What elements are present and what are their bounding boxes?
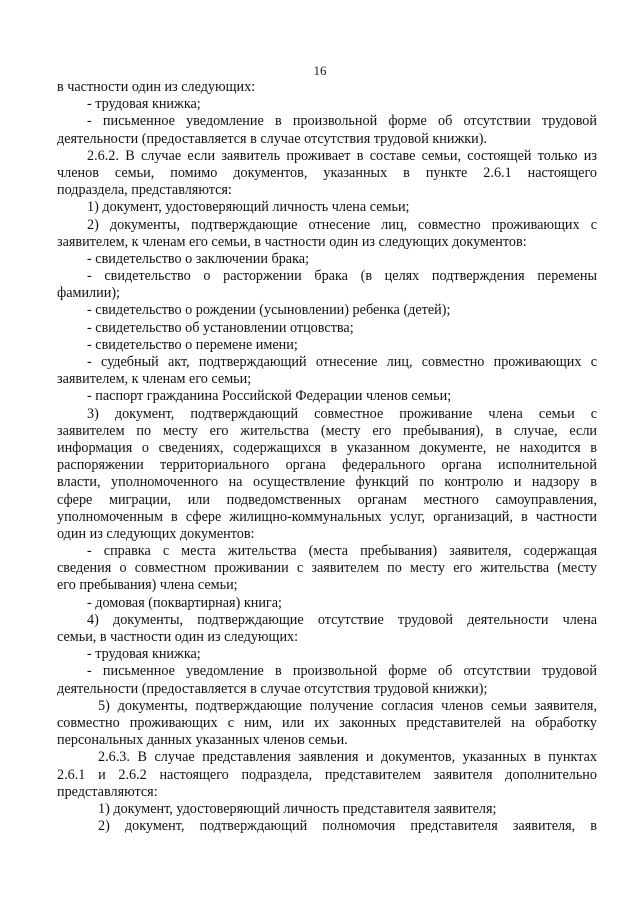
text-line: 2) документ, подтверждающий полномочия представителя заявителя, в bbox=[98, 818, 597, 835]
text-line: 2.6.3. В случае представления заявления и документов, указанных в пунктах bbox=[98, 749, 597, 766]
text-line: - судебный акт, подтверждающий отнесение лиц, совместно проживающих с bbox=[87, 354, 597, 370]
text-line: заявителем, к членам его семьи; bbox=[57, 371, 252, 388]
text-line: - трудовая книжка; bbox=[87, 96, 201, 113]
text-line: 3) документ, подтверждающий совместное проживание члена семьи с bbox=[87, 405, 597, 422]
text-line: членов семьи, помимо документов, указанных в пункте 2.6.1 настоящего bbox=[57, 164, 597, 181]
text-line: 2.6.1 и 2.6.2 настоящего подраздела, представителем заявителя дополнительно bbox=[57, 766, 597, 783]
text-line: фамилии); bbox=[57, 285, 120, 302]
document-body bbox=[57, 79, 597, 835]
text-line: - письменное уведомление в произвольной форме об отсутствии трудовой bbox=[87, 113, 597, 130]
text-line: семьи, в частности один из следующих: bbox=[57, 629, 299, 645]
text-line: - свидетельство о расторжении брака (в целях подтверждения перемены bbox=[87, 268, 597, 285]
text-line: информация о сведениях, содержащихся в указанном документе, не находится в bbox=[57, 439, 597, 456]
text-line: сфере миграции, или подведомственных органам местного самоуправления, bbox=[57, 491, 597, 508]
text-line: - письменное уведомление в произвольной форме об отсутствии трудовой bbox=[87, 663, 597, 680]
text-line: деятельности (предоставляется в случае отсутствия трудовой книжки). bbox=[57, 130, 488, 147]
text-line: - паспорт гражданина Российской Федерации членов семьи; bbox=[87, 388, 452, 405]
text-line: - справка с места жительства (места пребывания) заявителя, содержащая bbox=[87, 543, 597, 560]
text-line: представляются: bbox=[57, 783, 158, 800]
text-line: - свидетельство о заключении брака; bbox=[87, 250, 310, 267]
text-line: в частности один из следующих: bbox=[57, 79, 256, 95]
text-line: - свидетельство о перемене имени; bbox=[87, 336, 298, 353]
page-number: 16 bbox=[313, 63, 327, 78]
text-line: 2) документы, подтверждающие отнесение лиц, совместно проживающих с bbox=[87, 216, 597, 233]
text-line: распоряжении территориального органа федерального органа исполнительной bbox=[57, 457, 597, 474]
text-line: подраздела, представляются: bbox=[57, 182, 232, 199]
text-line: 5) документы, подтверждающие получение согласия членов семьи заявителя, bbox=[98, 697, 597, 714]
text-line: заявителем по месту его жительства (месту его пребывания), в случае, если bbox=[57, 422, 597, 439]
text-line: власти, уполномоченного на осуществление функций по контролю и надзору в bbox=[57, 474, 597, 491]
text-line: - свидетельство об установлении отцовства; bbox=[87, 319, 354, 336]
text-line: сведения о совместном проживании с заявителем по месту его жительства (месту bbox=[57, 560, 597, 577]
text-line: 4) документы, подтверждающие отсутствие трудовой деятельности члена bbox=[87, 611, 597, 628]
text-line: - свидетельство о рождении (усыновлении) ребенка (детей); bbox=[87, 302, 451, 319]
text-line: уполномоченным в сфере жилищно-коммунальных услуг, организаций, в частности bbox=[57, 508, 597, 525]
text-line: - трудовая книжка; bbox=[87, 646, 201, 663]
text-line: 2.6.2. В случае если заявитель проживает в составе семьи, состоящей только из bbox=[87, 147, 597, 164]
text-line: совместно проживающих с ним, или их законных представителей на обработку bbox=[57, 714, 597, 731]
text-line: - домовая (поквартирная) книга; bbox=[87, 594, 282, 611]
text-line: 1) документ, удостоверяющий личность члена семьи; bbox=[87, 199, 410, 216]
text-line: персональных данных указанных членов семьи. bbox=[57, 732, 348, 749]
text-line: заявителем, к членам его семьи, в частности один из следующих документов: bbox=[57, 233, 527, 250]
text-line: его пребывания) члена семьи; bbox=[57, 577, 238, 594]
text-line: один из следующих документов: bbox=[57, 525, 255, 542]
text-line: 1) документ, удостоверяющий личность представителя заявителя; bbox=[98, 800, 497, 817]
text-line: деятельности (предоставляется в случае отсутствия трудовой книжки); bbox=[57, 680, 488, 697]
